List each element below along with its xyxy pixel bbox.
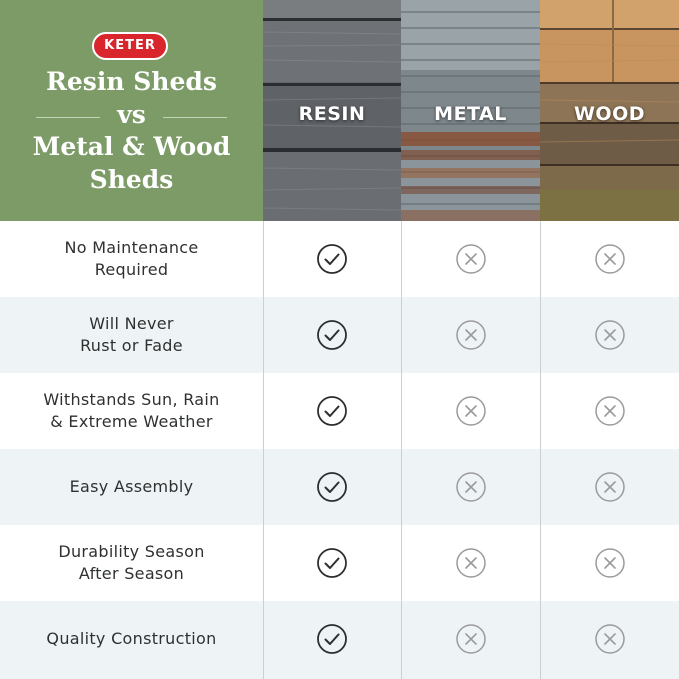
x-circle-icon <box>594 243 626 275</box>
x-circle-icon <box>455 471 487 503</box>
title-line-3: Metal & Wood <box>32 132 231 161</box>
x-circle-icon <box>455 243 487 275</box>
feature-label: Withstands Sun, Rain & Extreme Weather <box>43 390 220 431</box>
column-divider <box>540 221 541 679</box>
metal-header <box>401 0 540 221</box>
feature-label-cell <box>0 373 263 449</box>
x-circle-icon <box>594 319 626 351</box>
x-circle-icon <box>455 395 487 427</box>
feature-label: No Maintenance Required <box>64 238 199 279</box>
resin-header <box>263 0 401 221</box>
column-divider <box>263 221 264 679</box>
brand-panel <box>0 0 263 221</box>
check-circle-icon <box>316 471 348 503</box>
feature-label: Easy Assembly <box>69 477 194 496</box>
check-circle-icon <box>316 547 348 579</box>
x-circle-icon <box>455 547 487 579</box>
title-divider-right <box>163 117 227 118</box>
resin-label: RESIN <box>298 103 366 125</box>
keter-logo: KETER <box>92 32 168 60</box>
feature-label-cell <box>0 601 263 677</box>
check-circle-icon <box>316 623 348 655</box>
feature-label-cell <box>0 449 263 525</box>
x-circle-icon <box>594 395 626 427</box>
check-circle-icon <box>316 395 348 427</box>
feature-label-cell <box>0 525 263 601</box>
feature-label: Quality Construction <box>46 629 217 648</box>
x-circle-icon <box>455 623 487 655</box>
title-line-4: Sheds <box>89 165 174 194</box>
feature-label: Will Never Rust or Fade <box>80 314 183 355</box>
metal-label: METAL <box>434 103 507 125</box>
check-circle-icon <box>316 319 348 351</box>
feature-label: Durability Season After Season <box>58 542 205 583</box>
x-circle-icon <box>594 471 626 503</box>
feature-label-cell <box>0 297 263 373</box>
wood-label: WOOD <box>573 103 646 125</box>
x-circle-icon <box>594 623 626 655</box>
wood-header <box>540 0 679 221</box>
column-divider <box>401 221 402 679</box>
feature-label-cell <box>0 221 263 297</box>
check-circle-icon <box>316 243 348 275</box>
x-circle-icon <box>455 319 487 351</box>
title-line-1: Resin Sheds <box>46 67 217 96</box>
x-circle-icon <box>594 547 626 579</box>
title-line-2: vs <box>117 100 146 129</box>
